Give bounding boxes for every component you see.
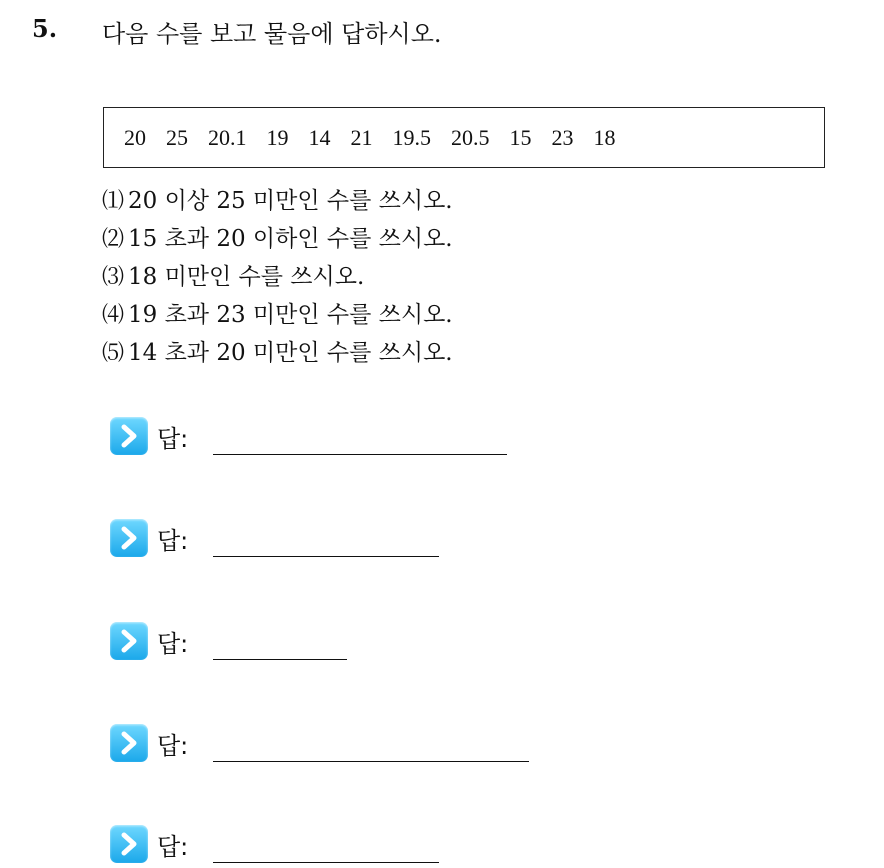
- answer-field-3[interactable]: [213, 659, 347, 660]
- sub-question-text: 15 초과 20 이하인 수를 쓰시오.: [128, 226, 453, 252]
- chevron-right-icon: [110, 724, 148, 762]
- answer-field-1[interactable]: [213, 454, 507, 455]
- sub-question-number: ⑶: [102, 264, 125, 289]
- answer-label: 답:: [157, 731, 189, 760]
- sub-question-number: ⑷: [102, 302, 125, 327]
- number-box: [103, 107, 825, 168]
- number-item: 21: [350, 124, 373, 150]
- sub-question-3: [102, 260, 453, 298]
- question-title: 다음 수를 보고 물음에 답하시오.: [102, 20, 442, 48]
- sub-question-text: 14 초과 20 미만인 수를 쓰시오.: [128, 340, 453, 366]
- chevron-right-icon: [110, 519, 148, 557]
- sub-question-number: ⑸: [102, 340, 125, 365]
- sub-question-1: [102, 184, 453, 222]
- answer-field-2[interactable]: [213, 556, 439, 557]
- chevron-right-icon: [110, 825, 148, 863]
- sub-question-text: 18 미만인 수를 쓰시오.: [128, 264, 365, 290]
- sub-question-5: [102, 336, 453, 374]
- sub-question-number: ⑴: [102, 188, 125, 213]
- answer-field-5[interactable]: [213, 862, 439, 863]
- sub-question-2: [102, 222, 453, 260]
- answer-row-3: [110, 621, 213, 661]
- answer-label: 답:: [157, 629, 189, 658]
- question-number: 5.: [32, 14, 58, 43]
- answer-label: 답:: [157, 526, 189, 555]
- number-item: 15: [509, 124, 532, 150]
- number-item: 14: [308, 124, 331, 150]
- answer-row-1: [110, 416, 213, 456]
- sub-question-number: ⑵: [102, 226, 125, 251]
- number-item: 23: [551, 124, 574, 150]
- number-item: 20: [124, 124, 146, 150]
- answer-row-4: [110, 723, 213, 763]
- number-item: 18: [593, 124, 616, 150]
- number-item: 20.5: [451, 124, 490, 150]
- chevron-right-icon: [110, 417, 148, 455]
- sub-question-text: 20 이상 25 미만인 수를 쓰시오.: [128, 188, 453, 214]
- answer-label: 답:: [157, 832, 189, 861]
- answer-row-5: [110, 824, 213, 864]
- number-item: 20.1: [208, 124, 247, 150]
- chevron-right-icon: [110, 622, 148, 660]
- number-item: 25: [166, 124, 188, 150]
- number-item: 19.5: [392, 124, 431, 150]
- answer-row-2: [110, 518, 213, 558]
- sub-question-list: [102, 184, 453, 374]
- number-item: 19: [266, 124, 289, 150]
- answer-field-4[interactable]: [213, 761, 529, 762]
- sub-question-text: 19 초과 23 미만인 수를 쓰시오.: [128, 302, 453, 328]
- sub-question-4: [102, 298, 453, 336]
- answer-label: 답:: [157, 424, 189, 453]
